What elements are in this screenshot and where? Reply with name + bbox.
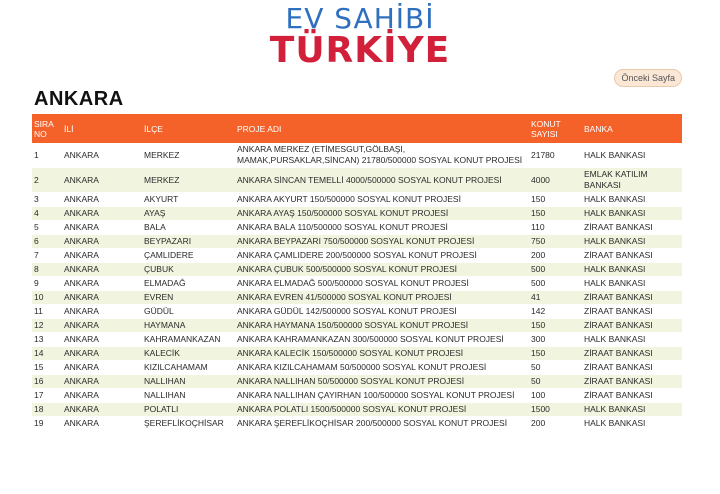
cell-banka: ZİRAAT BANKASI: [582, 347, 682, 361]
cell-ilce: BEYPAZARI: [142, 235, 235, 249]
cell-proje-adi: ANKARA ŞEREFLİKOÇHİSAR 200/500000 SOSYAL KONUT PROJESİ: [235, 417, 529, 431]
cell-sira-no: 16: [32, 375, 62, 389]
cell-ilce: ŞEREFLİKOÇHİSAR: [142, 417, 235, 431]
header-proje-adi: PROJE ADI: [235, 114, 529, 143]
header-banka: BANKA: [582, 114, 682, 143]
cell-il: ANKARA: [62, 417, 142, 431]
cell-sira-no: 19: [32, 417, 62, 431]
cell-konut-sayisi: 150: [529, 347, 582, 361]
cell-il: ANKARA: [62, 168, 142, 193]
cell-banka: ZİRAAT BANKASI: [582, 221, 682, 235]
cell-proje-adi: ANKARA ÇUBUK 500/500000 SOSYAL KONUT PROJESİ: [235, 263, 529, 277]
cell-banka: ZİRAAT BANKASI: [582, 361, 682, 375]
cell-konut-sayisi: 41: [529, 291, 582, 305]
cell-il: ANKARA: [62, 333, 142, 347]
cell-proje-adi: ANKARA ÇAMLIDERE 200/500000 SOSYAL KONUT PROJESİ: [235, 249, 529, 263]
cell-banka: HALK BANKASI: [582, 403, 682, 417]
cell-ilce: KIZILCAHAMAM: [142, 361, 235, 375]
cell-konut-sayisi: 110: [529, 221, 582, 235]
table-row: [32, 347, 682, 361]
cell-il: ANKARA: [62, 221, 142, 235]
cell-sira-no: 15: [32, 361, 62, 375]
cell-konut-sayisi: 500: [529, 263, 582, 277]
cell-ilce: MERKEZ: [142, 143, 235, 168]
cell-sira-no: 5: [32, 221, 62, 235]
cell-sira-no: 13: [32, 333, 62, 347]
logo: [0, 4, 720, 70]
prev-page-button[interactable]: Önceki Sayfa: [614, 69, 682, 87]
cell-il: ANKARA: [62, 375, 142, 389]
cell-ilce: ÇAMLIDERE: [142, 249, 235, 263]
cell-banka: ZİRAAT BANKASI: [582, 249, 682, 263]
cell-proje-adi: ANKARA KIZILCAHAMAM 50/500000 SOSYAL KONUT PROJESİ: [235, 361, 529, 375]
cell-il: ANKARA: [62, 403, 142, 417]
cell-konut-sayisi: 150: [529, 319, 582, 333]
cell-konut-sayisi: 100: [529, 389, 582, 403]
cell-banka: ZİRAAT BANKASI: [582, 375, 682, 389]
cell-banka: ZİRAAT BANKASI: [582, 305, 682, 319]
table-row: [32, 207, 682, 221]
cell-il: ANKARA: [62, 389, 142, 403]
cell-proje-adi: ANKARA SİNCAN TEMELLİ 4000/500000 SOSYAL KONUT PROJESİ: [235, 168, 529, 193]
cell-il: ANKARA: [62, 277, 142, 291]
cell-banka: HALK BANKASI: [582, 235, 682, 249]
table-row: [32, 375, 682, 389]
cell-banka: HALK BANKASI: [582, 193, 682, 207]
cell-konut-sayisi: 21780: [529, 143, 582, 168]
cell-il: ANKARA: [62, 347, 142, 361]
city-title: ANKARA: [34, 88, 124, 110]
cell-ilce: ÇUBUK: [142, 263, 235, 277]
table-row: [32, 389, 682, 403]
cell-konut-sayisi: 300: [529, 333, 582, 347]
header-ilce: İLÇE: [142, 114, 235, 143]
table-row: [32, 403, 682, 417]
cell-sira-no: 7: [32, 249, 62, 263]
cell-proje-adi: ANKARA MERKEZ (ETİMESGUT,GÖLBAŞI, MAMAK,PURSAKLAR,SİNCAN) 21780/500000 SOSYAL KONUT PROJESİ: [235, 143, 529, 168]
cell-proje-adi: ANKARA KALECİK 150/500000 SOSYAL KONUT PROJESİ: [235, 347, 529, 361]
cell-sira-no: 11: [32, 305, 62, 319]
cell-il: ANKARA: [62, 291, 142, 305]
cell-il: ANKARA: [62, 305, 142, 319]
cell-sira-no: 3: [32, 193, 62, 207]
table-row: [32, 417, 682, 431]
cell-sira-no: 4: [32, 207, 62, 221]
cell-konut-sayisi: 150: [529, 193, 582, 207]
table-row: [32, 168, 682, 193]
table-row: [32, 277, 682, 291]
table-body: [32, 143, 682, 431]
cell-proje-adi: ANKARA AKYURT 150/500000 SOSYAL KONUT PROJESİ: [235, 193, 529, 207]
cell-ilce: HAYMANA: [142, 319, 235, 333]
cell-konut-sayisi: 1500: [529, 403, 582, 417]
cell-banka: HALK BANKASI: [582, 277, 682, 291]
table-header-row: [32, 114, 682, 143]
table-row: [32, 143, 682, 168]
cell-konut-sayisi: 4000: [529, 168, 582, 193]
cell-banka: HALK BANKASI: [582, 417, 682, 431]
cell-konut-sayisi: 200: [529, 249, 582, 263]
cell-proje-adi: ANKARA NALLIHAN 50/500000 SOSYAL KONUT PROJESİ: [235, 375, 529, 389]
table-row: [32, 361, 682, 375]
cell-ilce: ELMADAĞ: [142, 277, 235, 291]
cell-ilce: NALLIHAN: [142, 375, 235, 389]
cell-proje-adi: ANKARA NALLIHAN ÇAYIRHAN 100/500000 SOSYAL KONUT PROJESİ: [235, 389, 529, 403]
cell-ilce: BALA: [142, 221, 235, 235]
cell-banka: ZİRAAT BANKASI: [582, 389, 682, 403]
table-row: [32, 221, 682, 235]
table-row: [32, 305, 682, 319]
cell-ilce: GÜDÜL: [142, 305, 235, 319]
header-konut-sayisi: KONUT SAYISI: [529, 114, 582, 143]
cell-sira-no: 10: [32, 291, 62, 305]
cell-proje-adi: ANKARA KAHRAMANKAZAN 300/500000 SOSYAL KONUT PROJESİ: [235, 333, 529, 347]
table-row: [32, 249, 682, 263]
table-row: [32, 235, 682, 249]
cell-il: ANKARA: [62, 319, 142, 333]
cell-proje-adi: ANKARA BALA 110/500000 SOSYAL KONUT PROJESİ: [235, 221, 529, 235]
cell-banka: HALK BANKASI: [582, 263, 682, 277]
cell-ilce: KALECİK: [142, 347, 235, 361]
cell-sira-no: 14: [32, 347, 62, 361]
cell-banka: HALK BANKASI: [582, 143, 682, 168]
cell-il: ANKARA: [62, 361, 142, 375]
cell-banka: HALK BANKASI: [582, 333, 682, 347]
logo-turkiye: TÜRKİYE: [269, 30, 451, 71]
cell-proje-adi: ANKARA ELMADAĞ 500/500000 SOSYAL KONUT PROJESİ: [235, 277, 529, 291]
cell-sira-no: 8: [32, 263, 62, 277]
cell-proje-adi: ANKARA EVREN 41/500000 SOSYAL KONUT PROJESİ: [235, 291, 529, 305]
cell-ilce: AKYURT: [142, 193, 235, 207]
table-row: [32, 319, 682, 333]
table-row: [32, 263, 682, 277]
cell-sira-no: 2: [32, 168, 62, 193]
cell-banka: ZİRAAT BANKASI: [582, 291, 682, 305]
cell-proje-adi: ANKARA HAYMANA 150/500000 SOSYAL KONUT PROJESİ: [235, 319, 529, 333]
cell-il: ANKARA: [62, 249, 142, 263]
cell-proje-adi: ANKARA BEYPAZARI 750/500000 SOSYAL KONUT PROJESİ: [235, 235, 529, 249]
cell-sira-no: 9: [32, 277, 62, 291]
header-sira-no: SIRA NO: [32, 114, 62, 143]
cell-sira-no: 17: [32, 389, 62, 403]
cell-proje-adi: ANKARA GÜDÜL 142/500000 SOSYAL KONUT PROJESİ: [235, 305, 529, 319]
cell-il: ANKARA: [62, 143, 142, 168]
cell-ilce: MERKEZ: [142, 168, 235, 193]
cell-ilce: AYAŞ: [142, 207, 235, 221]
cell-konut-sayisi: 50: [529, 375, 582, 389]
table-row: [32, 291, 682, 305]
cell-il: ANKARA: [62, 263, 142, 277]
cell-sira-no: 18: [32, 403, 62, 417]
table-row: [32, 193, 682, 207]
cell-ilce: KAHRAMANKAZAN: [142, 333, 235, 347]
cell-il: ANKARA: [62, 207, 142, 221]
cell-konut-sayisi: 50: [529, 361, 582, 375]
cell-banka: EMLAK KATILIM BANKASI: [582, 168, 682, 193]
header-ili: İLİ: [62, 114, 142, 143]
cell-ilce: POLATLI: [142, 403, 235, 417]
cell-sira-no: 6: [32, 235, 62, 249]
cell-sira-no: 12: [32, 319, 62, 333]
cell-konut-sayisi: 142: [529, 305, 582, 319]
cell-sira-no: 1: [32, 143, 62, 168]
cell-konut-sayisi: 150: [529, 207, 582, 221]
cell-konut-sayisi: 500: [529, 277, 582, 291]
cell-konut-sayisi: 200: [529, 417, 582, 431]
table-row: [32, 333, 682, 347]
cell-proje-adi: ANKARA AYAŞ 150/500000 SOSYAL KONUT PROJESİ: [235, 207, 529, 221]
cell-banka: HALK BANKASI: [582, 207, 682, 221]
cell-proje-adi: ANKARA POLATLI 1500/500000 SOSYAL KONUT PROJESİ: [235, 403, 529, 417]
cell-ilce: NALLIHAN: [142, 389, 235, 403]
cell-ilce: EVREN: [142, 291, 235, 305]
logo-ev-sahibi: EV SAHİBİ: [285, 2, 435, 35]
cell-il: ANKARA: [62, 193, 142, 207]
cell-il: ANKARA: [62, 235, 142, 249]
cell-konut-sayisi: 750: [529, 235, 582, 249]
housing-table: [32, 114, 682, 431]
cell-banka: ZİRAAT BANKASI: [582, 319, 682, 333]
